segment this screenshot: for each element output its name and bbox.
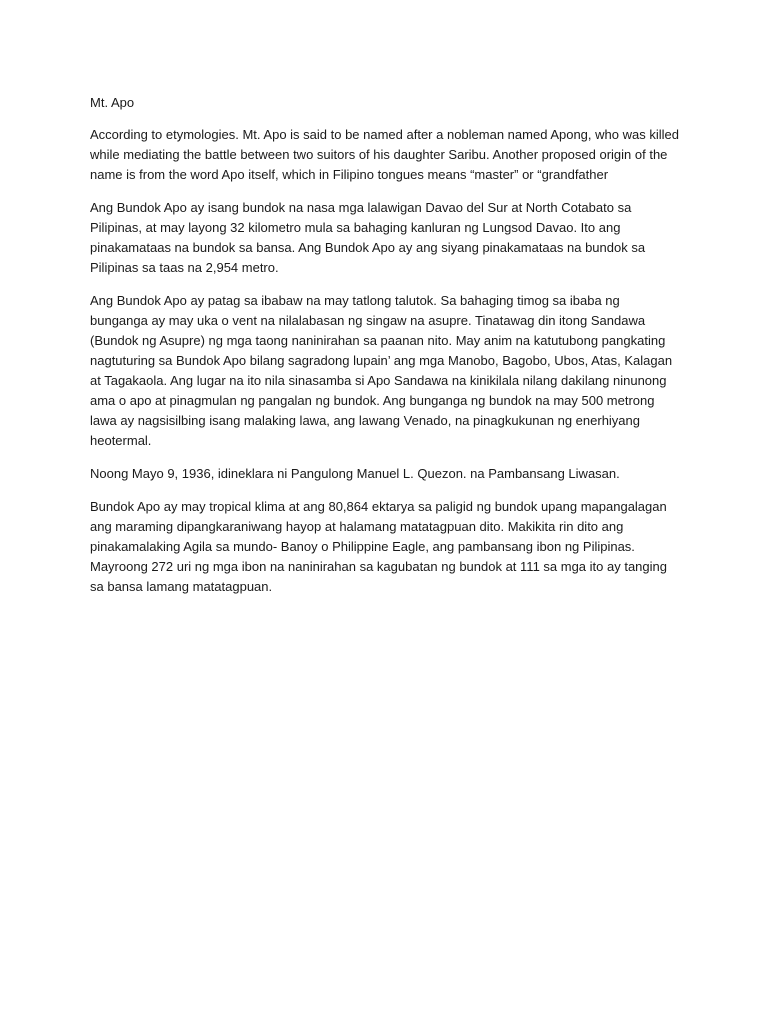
paragraph-location: Ang Bundok Apo ay isang bundok na nasa mga lalawigan Davao del Sur at North Cotabato sa Pilipinas, at may layong 32 kilometro mula sa bahaging kanluran ng Lungsod Davao. Ito ang pinakamataas na bundok sa bansa. Ang Bundok Apo ay ang siyang pinakamataas na bundok sa Pilipinas sa taas na 2,954 metro. — [90, 200, 646, 275]
document-title: Mt. Apo — [90, 95, 135, 110]
paragraph-etymology: According to etymologies. Mt. Apo is said to be named after a nobleman named Apong, who was killed while mediating the battle between two suitors of his daughter Saribu. Another proposed origin of the name is from the word Apo itself, which in Filipino tongues means “master” or “grandfather — [90, 127, 679, 182]
paragraph-wildlife: Bundok Apo ay may tropical klima at ang 80,864 ektarya sa paligid ng bundok upang mapangalagan ang maraming dipangkaraniwang hayop at halamang matatagpuan dito. Makikita rin dito ang pinakamalaking Agila sa mundo- Banoy o Philippine Eagle, ang pambansang ibon ng Pilipinas. Mayroong 272 uri ng mga ibon na naninirahan sa kagubatan ng bundok at 111 sa mga ito ay tanging sa bansa lamang matatagpuan. — [90, 499, 667, 594]
paragraph-national-park: Noong Mayo 9, 1936, idineklara ni Pangulong Manuel L. Quezon. na Pambansang Liwasan. — [90, 466, 620, 481]
document-body — [90, 93, 680, 610]
paragraph-geography: Ang Bundok Apo ay patag sa ibabaw na may tatlong talutok. Sa bahaging timog sa ibaba ng bunganga ay may uka o vent na nilalabasan ng singaw na asupre. Tinatawag din itong Sandawa (Bundok ng Asupre) ng mga taong naninirahan sa paanan nito. May anim na katutubong pangkating nagtuturing sa Bundok Apo bilang sagradong lupain’ ang mga Manobo, Bagobo, Ubos, Atas, Kalagan at Tagakaola. Ang lugar na ito nila sinasamba si Apo Sandawa na kinikilala nilang dakilang ninunong ama o apo at pinagmulan ng pangalan ng bundok. Ang bunganga ng bundok na may 500 metrong lawa ay nagsisilbing isang malaking lawa, ang lawang Venado, na pinagkukunan ng enerhiyang heotermal. — [90, 293, 673, 448]
